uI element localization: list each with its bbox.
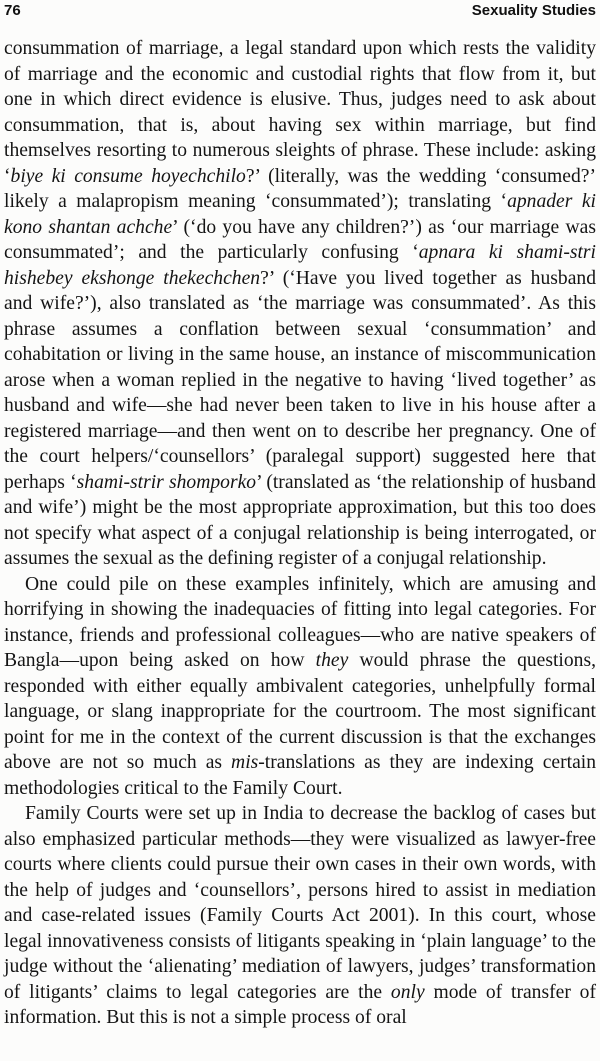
italic-phrase: apnara ki shami-stri hishebey ekshonge thekechchen [4,242,596,289]
italic-phrase: shami-strir shomporko [76,471,257,493]
italic-phrase: only [390,981,425,1003]
text-run: ’ (‘do you have any children?’) as ‘our marriage was consummated’; and the particularly confusing ‘ [4,216,597,263]
italic-phrase: apnader ki kono shantan achche [4,191,596,238]
running-head [4,2,596,22]
text-run: mode of transfer of information. But this is not a simple process of oral [4,981,596,1028]
text-run: -translations as they are indexing certain methodologies critical to the Family Court. [4,752,596,799]
text-run: ?’ (literally, was the wedding ‘consumed?’ likely a malapropism meaning ‘consummated’); translating ‘ [4,165,596,212]
paragraph-1 [4,36,596,572]
text-run: ’ (translated as ‘the relationship of husband and wife’) might be the most appropriate approximation, but this too does not specify what aspect of a conjugal relationship is being interrogated, or assumes the sexual as the defining register of a conjugal relationship. [4,471,596,569]
paragraph-2 [4,572,596,802]
text-run: Family Courts were set up in India to decrease the backlog of cases but also emphasized particular methods—they were visualized as lawyer-free courts where clients could pursue their own cases in their own words, with the help of judges and ‘counsellors’, persons hired to assist in mediation and case-related issues (Family Courts Act 2001). In this court, whose legal innovativeness consists of litigants speaking in ‘plain language’ to the judge without the ‘alienating’ mediation of lawyers, judges’ transformation of litigants’ claims to legal categories are the [4,803,596,1003]
paragraph-3 [4,801,596,1031]
page-number: 76 [4,2,21,19]
italic-phrase: they [315,650,349,671]
book-title: Sexuality Studies [471,2,596,19]
text-run: One could pile on these examples infinitely, which are amusing and horrifying in showing the inadequacies of fitting into legal categories. For instance, friends and professional colleagues—who are native speakers of Bangla—upon being asked on how [4,573,596,671]
italic-phrase: mis [231,752,259,773]
body-text [4,36,596,1031]
text-run: consummation of marriage, a legal standard upon which rests the validity of marriage and the economic and custodial rights that flow from it, but one in which direct evidence is elusive. Thus, judges need to ask about consummation, that is, about having sex within marriage, but find themselves resorting to numerous sleights of phrase. These include: asking ‘ [4,38,596,187]
italic-phrase: biye ki consume hoyechchilo [10,165,246,187]
text-run: ?’ (‘Have you lived together as husband and wife?’), also translated as ‘the marriage was consummated’. As this phrase assumes a conflation between sexual ‘consummation’ and cohabitation or living in the same house, an instance of miscommunication arose when a woman replied in the negative to having ‘lived together’ as husband and wife—she had never been taken to live in his house after a registered marriage—and then went on to describe her pregnancy. One of the court helpers/‘counsellors’ (paralegal support) suggested here that perhaps ‘ [4,267,596,493]
text-run: would phrase the questions, responded with either equally ambivalent categories, unhelpfully formal language, or slang inappropriate for the courtroom. The most significant point for me in the context of the current discussion is that the exchanges above are not so much as [4,650,596,773]
